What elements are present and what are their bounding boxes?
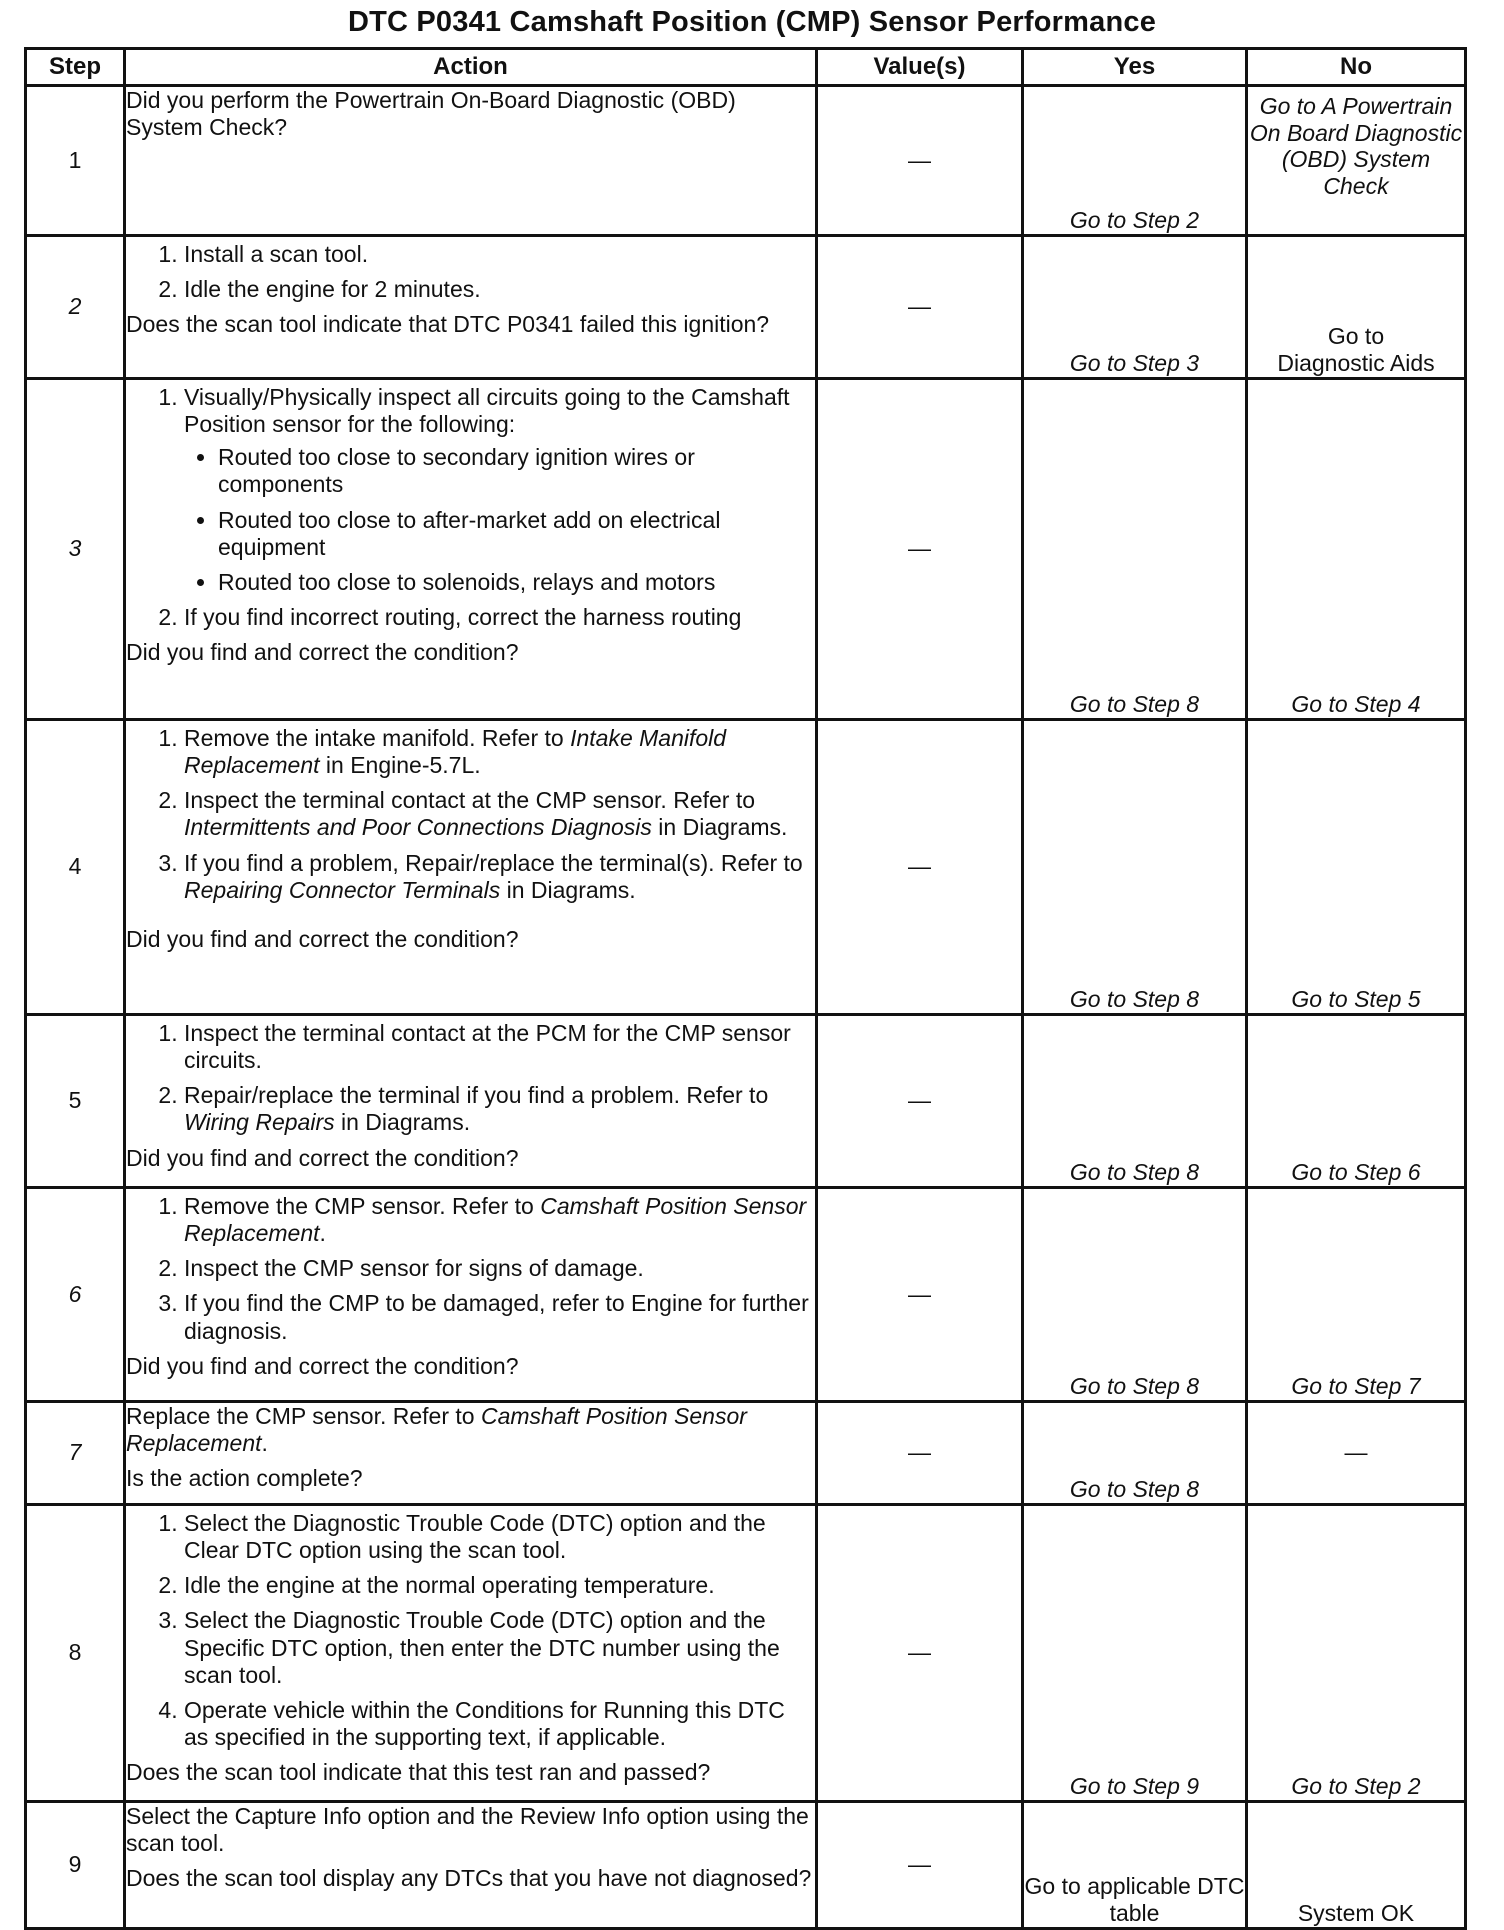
action-step: 2. Idle the engine at the normal operating temperature.	[184, 1572, 815, 1599]
condition-bullet: • Routed too close to solenoids, relays and motors	[218, 569, 815, 596]
action-step: 2. Idle the engine for 2 minutes.	[184, 276, 815, 303]
action-text: in Diagrams.	[334, 1109, 471, 1136]
reference-link: Wiring Repairs	[184, 1109, 335, 1136]
no-cell: Go to A Powertrain On Board Diagnostic (OBD) System Check	[1247, 86, 1466, 236]
table-row	[26, 1188, 1466, 1402]
value-cell: —	[817, 1505, 1023, 1802]
action-text: .	[319, 1220, 326, 1247]
yes-cell: Go to Step 8	[1023, 379, 1247, 720]
action-step	[184, 725, 815, 779]
step-number: 6	[26, 1188, 125, 1402]
step-number: 2	[26, 236, 125, 379]
table-row	[26, 1402, 1466, 1505]
yes-cell: Go to Step 8	[1023, 720, 1247, 1015]
reference-link: Repairing Connector Terminals	[184, 876, 501, 903]
action-step	[184, 850, 815, 904]
action-question: Did you find and correct the condition?	[126, 1352, 519, 1379]
no-cell: Go to Step 6	[1247, 1015, 1466, 1188]
action-cell	[125, 379, 817, 720]
action-cell	[125, 1015, 817, 1188]
action-question: Did you find and correct the condition?	[126, 639, 519, 665]
action-step-text: Visually/Physically inspect all circuits going to the Camshaft Position sensor for the following:	[184, 384, 790, 438]
step-number: 8	[26, 1505, 125, 1802]
no-cell: —	[1247, 1402, 1466, 1505]
action-text	[126, 1403, 815, 1457]
header-no: No	[1247, 49, 1466, 86]
table-row	[26, 1015, 1466, 1188]
value-cell: —	[817, 379, 1023, 720]
action-steps	[126, 384, 815, 631]
no-cell: Go to Step 7	[1247, 1188, 1466, 1402]
action-cell	[125, 86, 817, 236]
value-cell: —	[817, 1188, 1023, 1402]
action-step: 1. Select the Diagnostic Trouble Code (DTC) option and the Clear DTC option using the scan tool.	[184, 1510, 815, 1564]
action-text: Select the Capture Info option and the Review Info option using the scan tool.	[126, 1803, 809, 1857]
header-values: Value(s)	[817, 49, 1023, 86]
yes-cell: Go to Step 9	[1023, 1505, 1247, 1802]
action-steps	[126, 241, 815, 303]
value-cell: —	[817, 1402, 1023, 1505]
action-text-part: .	[261, 1430, 268, 1457]
condition-bullet: • Routed too close to after-market add on electrical equipment	[218, 507, 815, 561]
table-row	[26, 1802, 1466, 1929]
action-question: Did you find and correct the condition?	[126, 1144, 519, 1171]
diagnostic-table	[24, 47, 1467, 1930]
yes-cell: Go to Step 3	[1023, 236, 1247, 379]
reference-link: Camshaft Position Sensor Replacement	[126, 1403, 747, 1457]
action-step: 1. Install a scan tool.	[184, 241, 815, 268]
action-question: Does the scan tool indicate that this test ran and passed?	[126, 1759, 711, 1785]
action-steps	[126, 1020, 815, 1137]
value-cell: —	[817, 720, 1023, 1015]
action-text: Repair/replace the terminal if you find a problem. Refer to	[184, 1082, 769, 1109]
action-cell	[125, 236, 817, 379]
action-step	[184, 787, 815, 841]
table-title: DTC P0341 Camshaft Position (CMP) Sensor Performance	[347, 6, 1157, 38]
condition-bullet: • Routed too close to secondary ignition wires or components	[218, 444, 815, 498]
action-step: 1. Inspect the terminal contact at the PCM for the CMP sensor circuits.	[184, 1020, 815, 1074]
step-number: 3	[26, 379, 125, 720]
step-number: 5	[26, 1015, 125, 1188]
action-cell	[125, 1402, 817, 1505]
reference-link: Intermittents and Poor Connections Diagnosis	[184, 814, 652, 841]
action-step: 3. Select the Diagnostic Trouble Code (DTC) option and the Specific DTC option, then enter the DTC number using the scan tool.	[184, 1607, 815, 1688]
action-text: If you find a problem, Repair/replace the terminal(s). Refer to	[184, 849, 803, 876]
header-row	[26, 49, 1466, 86]
value-cell: —	[817, 1802, 1023, 1929]
action-step	[184, 384, 815, 596]
yes-cell: Go to Step 8	[1023, 1188, 1247, 1402]
header-step: Step	[26, 49, 125, 86]
action-text: Inspect the terminal contact at the CMP sensor. Refer to	[184, 787, 756, 814]
value-cell: —	[817, 236, 1023, 379]
action-text: in Diagrams.	[651, 814, 788, 841]
action-cell	[125, 1505, 817, 1802]
no-cell: Go to Step 2	[1247, 1505, 1466, 1802]
no-cell: Go to Step 4	[1247, 379, 1466, 720]
action-question: Does the scan tool display any DTCs that you have not diagnosed?	[126, 1865, 812, 1892]
reference-link: Camshaft Position Sensor Replacement	[184, 1193, 807, 1247]
value-cell: —	[817, 86, 1023, 236]
action-text: in Engine-5.7L.	[319, 752, 481, 779]
action-step	[184, 1082, 815, 1136]
step-number: 1	[26, 86, 125, 236]
yes-cell: Go to Step 8	[1023, 1402, 1247, 1505]
step-number: 4	[26, 720, 125, 1015]
value-cell: —	[817, 1015, 1023, 1188]
action-steps	[126, 1193, 815, 1345]
table-row	[26, 1505, 1466, 1802]
reference-link: Intake Manifold Replacement	[184, 725, 727, 779]
action-step: 2. Inspect the CMP sensor for signs of damage.	[184, 1255, 815, 1282]
action-steps	[126, 725, 815, 904]
no-line: Diagnostic Aids	[1277, 349, 1435, 376]
action-cell	[125, 1188, 817, 1402]
yes-cell: Go to Step 2	[1023, 86, 1247, 236]
yes-cell: Go to applicable DTC table	[1023, 1802, 1247, 1929]
table-row	[26, 236, 1466, 379]
table-row	[26, 86, 1466, 236]
action-question: Does the scan tool indicate that DTC P0341 failed this ignition?	[126, 311, 770, 338]
action-text: Did you perform the Powertrain On-Board Diagnostic (OBD) System Check?	[126, 87, 736, 141]
no-cell: Go to Step 5	[1247, 720, 1466, 1015]
action-cell	[125, 1802, 817, 1929]
header-action: Action	[125, 49, 817, 86]
condition-bullets	[184, 444, 815, 596]
action-text-part: Replace the CMP sensor. Refer to	[126, 1403, 481, 1429]
action-steps	[126, 1510, 815, 1751]
action-step: 3. If you find the CMP to be damaged, refer to Engine for further diagnosis.	[184, 1290, 815, 1344]
no-cell: System OK	[1247, 1802, 1466, 1929]
header-yes: Yes	[1023, 49, 1247, 86]
no-cell	[1247, 236, 1466, 379]
action-question: Did you find and correct the condition?	[126, 925, 519, 952]
yes-cell: Go to Step 8	[1023, 1015, 1247, 1188]
action-text: Remove the intake manifold. Refer to	[184, 725, 571, 751]
no-line: Go to	[1327, 322, 1385, 349]
action-step	[184, 1193, 815, 1247]
action-step: 4. Operate vehicle within the Conditions for Running this DTC as specified in the supporting text, if applicable.	[184, 1697, 815, 1751]
table-row	[26, 720, 1466, 1015]
step-number: 7	[26, 1402, 125, 1505]
action-text: Remove the CMP sensor. Refer to	[184, 1193, 541, 1219]
action-step: 2. If you find incorrect routing, correct the harness routing	[184, 604, 815, 631]
step-number: 9	[26, 1802, 125, 1929]
action-question: Is the action complete?	[126, 1465, 363, 1492]
action-cell	[125, 720, 817, 1015]
action-text: in Diagrams.	[500, 876, 636, 903]
table-row	[26, 379, 1466, 720]
